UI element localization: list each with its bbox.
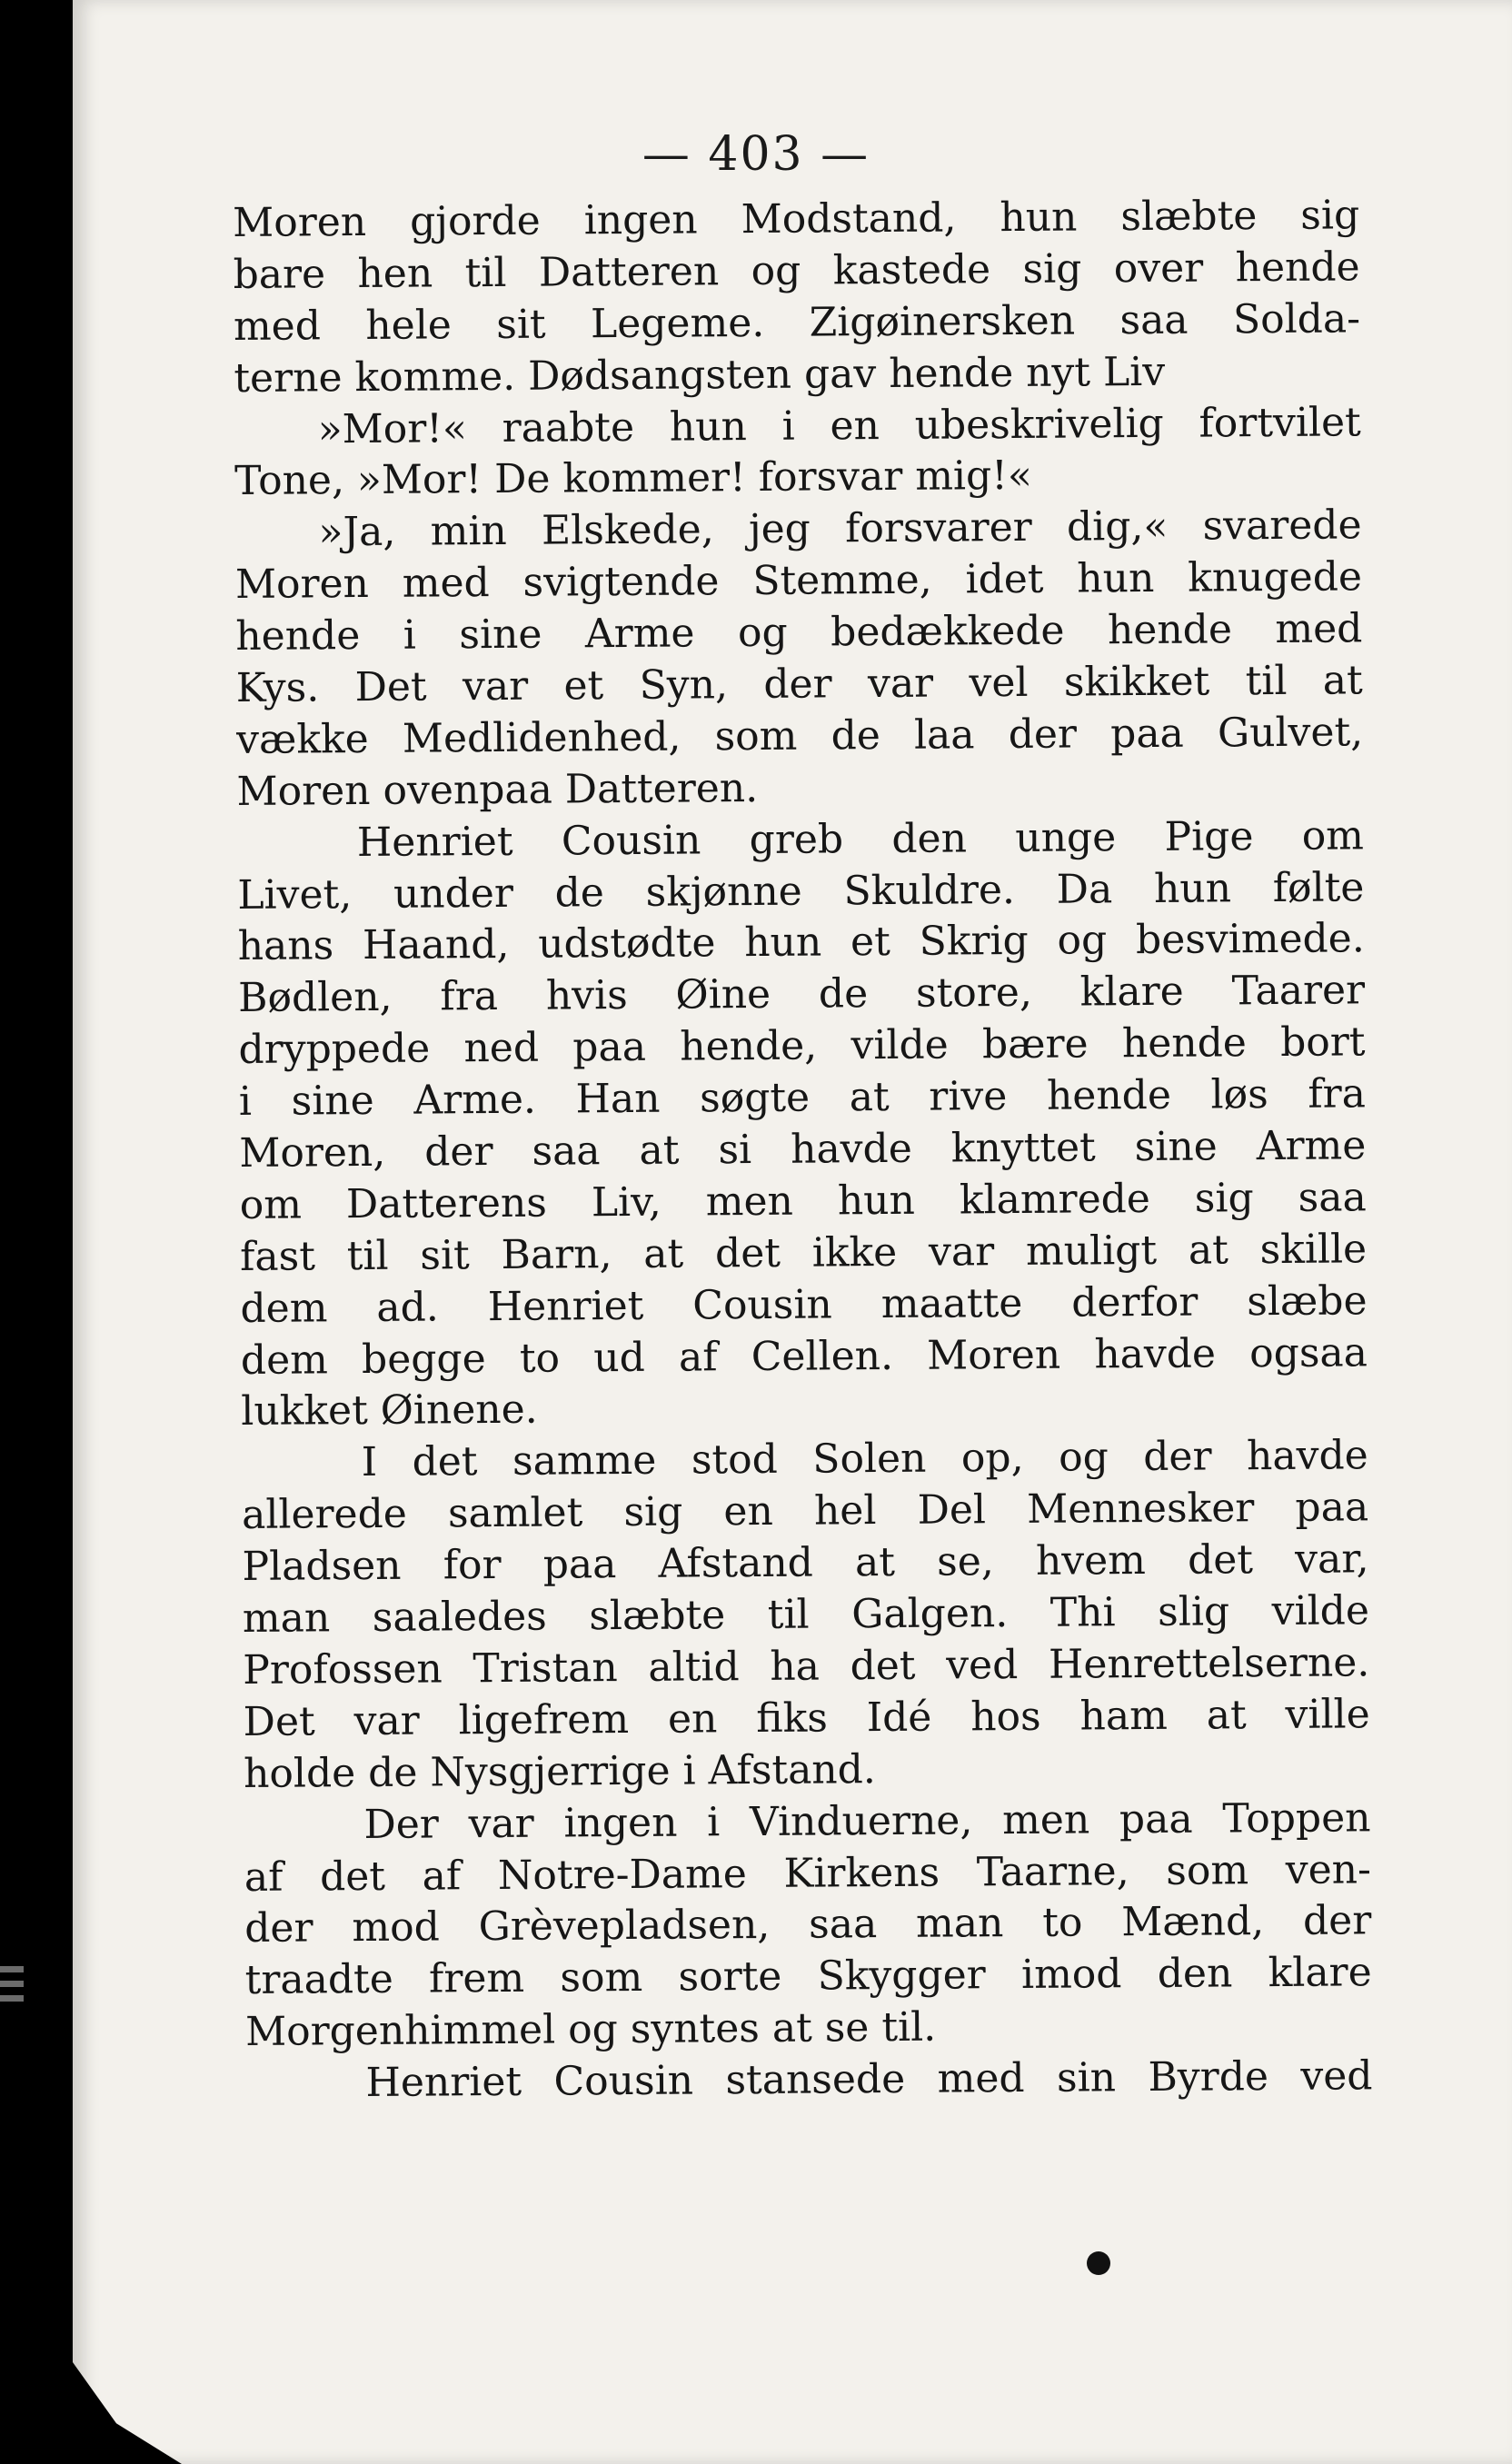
text-line: om Datterens Liv, men hun klamrede sig saa <box>239 1174 1367 1228</box>
text-line: der mod Grèvepladsen, saa man to Mænd, der <box>244 1897 1372 1952</box>
text-line: Henriet Cousin stansede med sin Byrde ved <box>365 2052 1373 2107</box>
spine-mark <box>0 1981 24 1987</box>
text-line: Moren, der saa at si havde knyttet sine Arme <box>239 1122 1367 1177</box>
text-line: fast til sit Barn, at det ikke var muligt at skille <box>239 1226 1368 1280</box>
text-line: allerede samlet sig en hel Del Mennesker paa <box>241 1484 1369 1539</box>
text-line: dem begge to ud af Cellen. Moren havde ogsaa <box>240 1328 1368 1384</box>
text-line: Kys. Det var et Syn, der var vel skikket til at <box>235 657 1363 712</box>
page-number: — 403 — <box>642 127 870 182</box>
text-line: lukket Øinene. <box>241 1386 538 1436</box>
ink-smudge <box>1087 2251 1110 2275</box>
text-line: bare hen til Datteren og kastede sig over hende <box>233 243 1360 298</box>
torn-page-corner <box>73 2362 182 2464</box>
text-line: hans Haand, udstødte hun et Skrig og besvimede. <box>237 915 1365 970</box>
text-line: holde de Nysgjerrige i Afstand. <box>243 1745 877 1797</box>
body-text <box>233 190 1373 2111</box>
spine-mark <box>0 1995 24 2002</box>
text-line: Livet, under de skjønne Skuldre. Da hun følte <box>237 863 1365 919</box>
text-line: Moren med svigtende Stemme, idet hun knugede <box>234 553 1363 609</box>
text-line: af det af Notre-Dame Kirkens Taarne, som ven- <box>244 1845 1372 1901</box>
text-line: »Mor!« raabte hun i en ubeskrivelig fortvilet <box>317 398 1361 452</box>
text-line: traadte frem som sorte Skygger imod den klare <box>244 1949 1372 2004</box>
spine-mark <box>0 1966 24 1972</box>
text-line: »Ja, min Elskede, jeg forsvarer dig,« svarede <box>318 502 1362 556</box>
text-line: dem ad. Henriet Cousin maatte derfor slæbe <box>240 1277 1368 1332</box>
text-line: Henriet Cousin greb den unge Pige om <box>356 812 1365 866</box>
text-line: vække Medlidenhed, som de laa der paa Gulvet, <box>235 709 1364 763</box>
text-line: Tone, »Mor! De kommer! forsvar mig!« <box>234 452 1032 505</box>
text-line: Moren gjorde ingen Modstand, hun slæbte sig <box>233 192 1360 246</box>
text-line: Profossen Tristan altid ha det ved Henrettelserne. <box>243 1639 1370 1694</box>
text-line: dryppede ned paa hende, vilde bære hende bort <box>238 1018 1366 1074</box>
text-line: terne komme. Dødsangsten gav hende nyt Liv <box>234 348 1166 402</box>
text-line: hende i sine Arme og bedækkede hende med <box>235 605 1363 661</box>
text-line: I det samme stod Solen op, og der havde <box>361 1432 1368 1486</box>
text-line: man saaledes slæbte til Galgen. Thi slig vilde <box>242 1587 1370 1643</box>
text-line: med hele sit Legeme. Zigøinersken saa Solda- <box>233 295 1361 350</box>
text-line: Der var ingen i Vinduerne, men paa Toppen <box>363 1793 1371 1848</box>
text-line: Moren ovenpaa Datteren. <box>236 764 759 815</box>
text-line: Det var ligefrem en fiks Idé hos ham at ville <box>243 1691 1370 1745</box>
text-line: Pladsen for paa Afstand at se, hvem det var, <box>242 1535 1369 1591</box>
text-line: i sine Arme. Han søgte at rive hende løs fra <box>238 1070 1367 1126</box>
text-line: Morgenhimmel og syntes at se til. <box>244 2003 937 2056</box>
text-line: Bødlen, fra hvis Øine de store, klare Taarer <box>237 967 1366 1022</box>
